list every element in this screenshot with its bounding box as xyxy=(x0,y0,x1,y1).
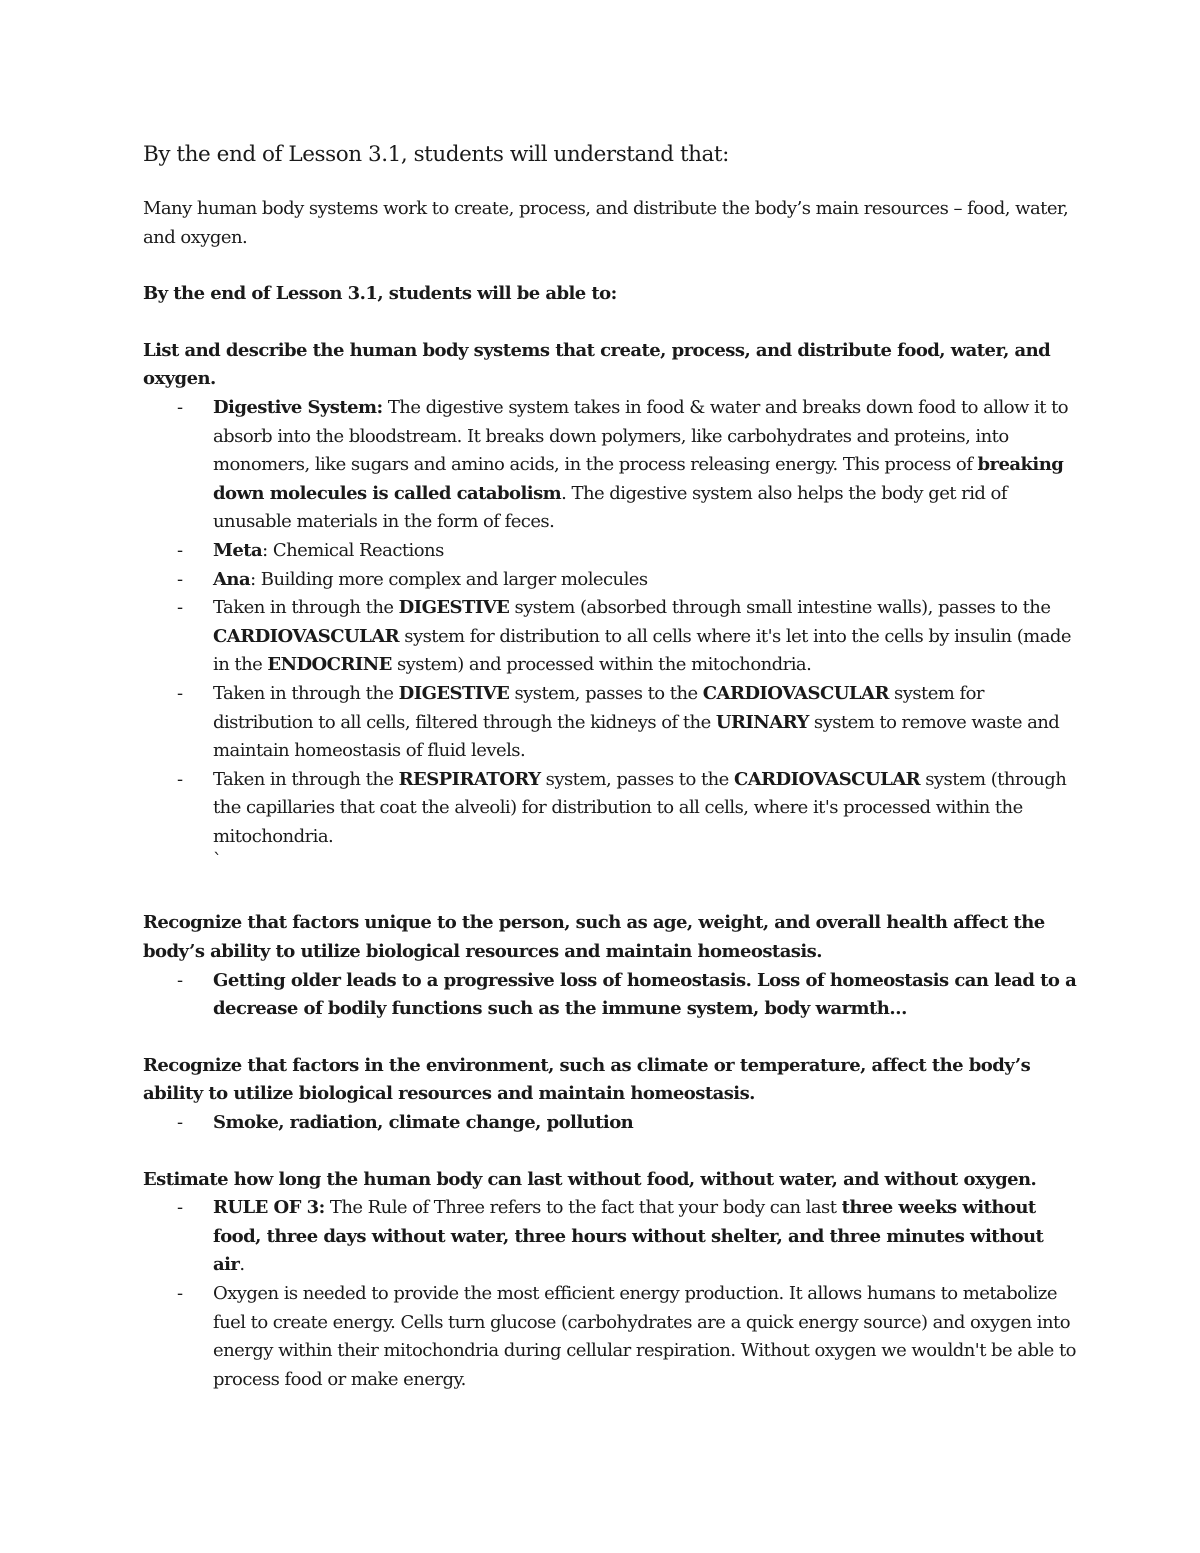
water-system-cardiovascular: CARDIOVASCULAR xyxy=(702,682,889,704)
digestive-label: Digestive System: xyxy=(213,396,383,418)
spacer xyxy=(143,1024,1080,1052)
rule-label: RULE OF 3: xyxy=(213,1197,325,1219)
water-system-digestive: DIGESTIVE xyxy=(398,682,510,704)
food-text-1: Taken in through the xyxy=(213,597,399,619)
list-item-food-path xyxy=(213,594,1080,680)
catabolism-bold: breaking down molecules is called catabolism xyxy=(213,454,1064,504)
digestive-text-2: . The digestive system also helps the body get rid of unusable materials in the form of feces. xyxy=(213,482,1007,533)
oxygen-text-3: system (through the capillaries that coat the alveoli) for distribution to all cells, where it's processed within the mitochondria. xyxy=(213,768,1067,847)
oxygen-text-2: system, passes to the xyxy=(540,768,734,790)
water-text-3: system for distribution to all cells, filtered through the kidneys of the xyxy=(213,682,984,733)
food-text-3: system for distribution to all cells where it's let into the cells by insulin (made in the xyxy=(213,625,1071,676)
ana-label: Ana xyxy=(213,568,251,590)
digestive-text-1: The digestive system takes in food & water and breaks down food to allow it to absorb into the bloodstream. It breaks down polymers, like carbohydrates and proteins, into monomers, like sugars and amino acids, in the process releasing energy. This process of xyxy=(213,396,1069,476)
food-system-endocrine: ENDOCRINE xyxy=(267,654,392,676)
rule-bold: three weeks without food, three days without water, three hours without shelter, and three minutes without air xyxy=(213,1197,1044,1276)
water-system-urinary: URINARY xyxy=(715,711,809,733)
objective-1-list xyxy=(143,394,1080,852)
list-item-environment: - Smoke, radiation, climate change, pollution xyxy=(213,1109,1080,1138)
objective-1-heading: List and describe the human body systems that create, process, and distribute food, water, and oxygen. xyxy=(143,339,1051,390)
list-item-oxygen-path xyxy=(213,766,1080,852)
objective-3-list xyxy=(143,1109,1080,1138)
list-item-oxygen-note: - Oxygen is needed to provide the most efficient energy production. It allows humans to metabolize fuel to create energy. Cells turn glucose (carbohydrates are a quick energy source) and oxygen into energy within their mitochondria during cellular respiration. Without oxygen we wouldn't be able to process food or make energy. xyxy=(213,1280,1080,1394)
oxygen-text-1: Taken in through the xyxy=(213,768,399,790)
meta-text: : Chemical Reactions xyxy=(262,539,444,561)
spacer xyxy=(143,1138,1080,1166)
list-item-water-path xyxy=(213,680,1080,766)
list-item-aging: - Getting older leads to a progressive loss of homeostasis. Loss of homeostasis can lead to a decrease of bodily functions such as the immune system, body warmth… xyxy=(213,967,1080,1024)
food-system-cardiovascular: CARDIOVASCULAR xyxy=(213,625,400,647)
list-item-ana xyxy=(213,566,1080,595)
able-to-heading: By the end of Lesson 3.1, students will be able to: xyxy=(143,283,617,305)
water-text-2: system, passes to the xyxy=(509,682,703,704)
objective-4-heading: Estimate how long the human body can last without food, without water, and without oxygen. xyxy=(143,1168,1037,1190)
objective-4-list xyxy=(143,1194,1080,1394)
list-item-meta xyxy=(213,537,1080,566)
intro-paragraph: Many human body systems work to create, process, and distribute the body’s main resources – food, water, and oxygen. xyxy=(143,198,1069,248)
ana-text: : Building more complex and larger molecules xyxy=(250,568,648,590)
spacer xyxy=(143,879,1080,909)
oxygen-system-respiratory: RESPIRATORY xyxy=(398,768,541,790)
water-text-1: Taken in through the xyxy=(213,682,399,704)
food-text-2: system (absorbed through small intestine walls), passes to the xyxy=(509,597,1051,619)
water-text-4: system to remove waste and maintain homeostasis of fluid levels. xyxy=(213,711,1060,762)
objective-2-heading: Recognize that factors unique to the person, such as age, weight, and overall health affect the body’s ability to utilize biological resources and maintain homeostasis. xyxy=(143,912,1045,963)
list-item-rule-of-3 xyxy=(213,1194,1080,1280)
rule-text-1: The Rule of Three refers to the fact that your body can last xyxy=(324,1197,842,1219)
list-item-digestive xyxy=(213,394,1080,537)
objective-3-heading: Recognize that factors in the environment, such as climate or temperature, affect the body’s ability to utilize biological resources and maintain homeostasis. xyxy=(143,1054,1031,1105)
food-text-4: system) and processed within the mitochondria. xyxy=(391,654,812,676)
objective-2-list xyxy=(143,967,1080,1024)
food-system-digestive: DIGESTIVE xyxy=(398,597,510,619)
lesson-understand-title: By the end of Lesson 3.1, students will understand that: xyxy=(143,142,729,167)
stray-backtick: ` xyxy=(213,850,222,872)
meta-label: Meta xyxy=(213,539,263,561)
oxygen-system-cardiovascular: CARDIOVASCULAR xyxy=(733,768,921,790)
rule-text-2: . xyxy=(239,1254,245,1276)
